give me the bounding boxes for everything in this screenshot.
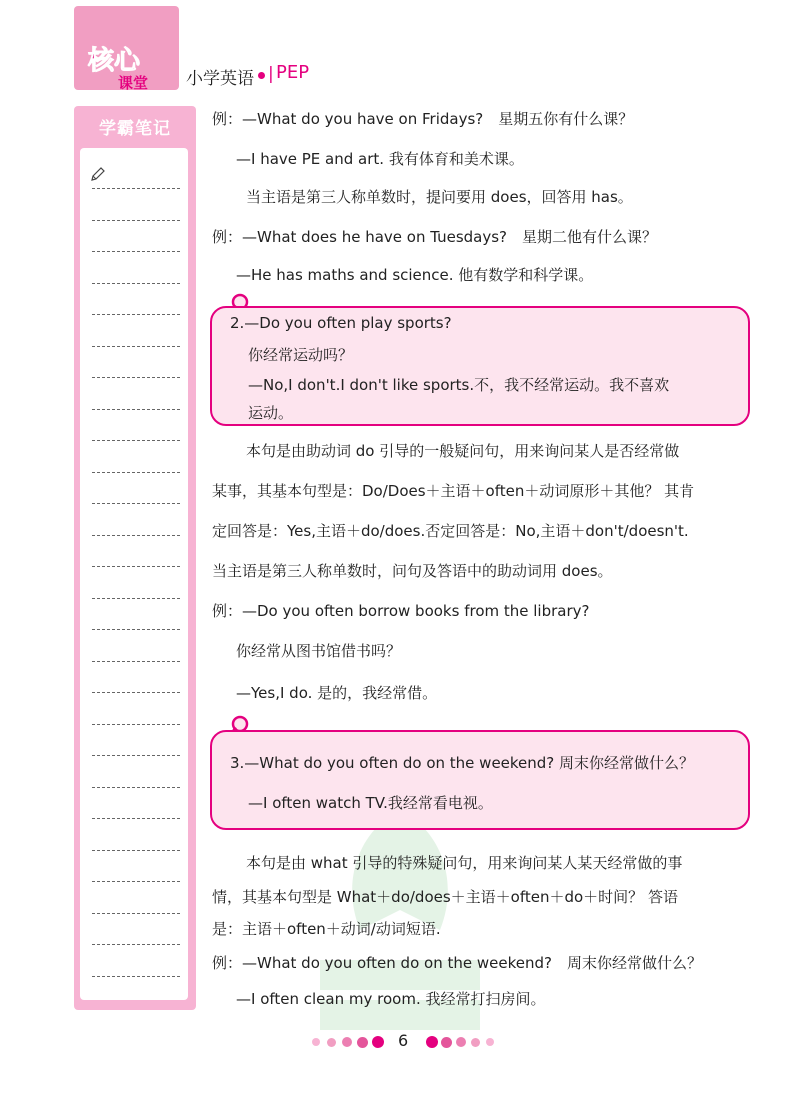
note-line [92,598,180,599]
example-line: —I often clean my room. 我经常打扫房间。 [236,990,546,1008]
key-sentence: 运动。 [248,404,294,422]
example-line: —I have PE and art. 我有体育和美术课。 [236,150,524,168]
header-subject: 小学英语 [186,69,254,89]
pencil-icon [90,166,106,182]
note-line [92,913,180,914]
example-line: 你经常从图书馆借书吗？ [236,642,402,660]
key-sentence: —I often watch TV.我经常看电视。 [248,794,493,812]
explanation-line: 某事，其基本句型是：Do/Does＋主语＋often＋动词原形＋其他？ 其肯 [212,482,695,500]
explanation-line: 是：主语＋often＋动词/动词短语. [212,920,441,938]
note-line [92,976,180,977]
note-line [92,850,180,851]
footer-dot [357,1037,368,1048]
explanation-line: 本句是由 what 引导的特殊疑问句，用来询问某人某天经常做的事 [246,854,683,872]
notes-sidebar [74,106,196,1010]
header-edition: PEP [276,62,310,83]
key-sentence: 3.—What do you often do on the weekend? 周末你经常做什么？ [230,754,695,772]
explanation-line: 定回答是：Yes,主语＋do/does.否定回答是：No,主语＋don't/doesn't. [212,522,689,540]
logo-sub-text: 课堂 [118,74,149,92]
key-sentence: 2.—Do you often play sports? [230,314,452,332]
notes-area [80,148,188,1000]
note-line [92,818,180,819]
footer-dot [426,1036,438,1048]
key-sentence: —No,I don't.I don't like sports.不，我不经常运动。我不喜欢 [248,376,670,394]
note-line [92,220,180,221]
example-line: 例：—What does he have on Tuesdays? 星期二他有什么课？ [212,228,658,246]
example-line: 例：—What do you often do on the weekend? 周末你经常做什么？ [212,954,702,972]
example-line: —He has maths and science. 他有数学和科学课。 [236,266,594,284]
note-line [92,661,180,662]
footer-dot [471,1038,480,1047]
footer-dot [441,1037,452,1048]
explanation-line: 当主语是第三人称单数时，问句及答语中的助动词用 does。 [212,562,613,580]
footer-dot [342,1037,352,1047]
note-line [92,944,180,945]
header-dot-icon [258,72,265,79]
header-separator: | [268,64,274,84]
note-line [92,629,180,630]
grammar-note: 当主语是第三人称单数时，提问要用 does，回答用 has。 [246,188,633,206]
explanation-line: 本句是由助动词 do 引导的一般疑问句，用来询问某人是否经常做 [246,442,680,460]
example-line: 例：—Do you often borrow books from the library? [212,602,590,620]
note-line [92,472,180,473]
footer-dot [456,1037,466,1047]
note-line [92,283,180,284]
logo-main-text: 核心 [88,46,141,76]
note-line [92,409,180,410]
footer-dot [312,1038,320,1046]
footer-dot [327,1038,336,1047]
explanation-line: 情，其基本句型是 What＋do/does＋主语＋often＋do＋时间？ 答语 [212,888,678,906]
sidebar-title: 学霸笔记 [99,119,171,139]
note-line [92,503,180,504]
note-line [92,377,180,378]
note-line [92,251,180,252]
note-line [92,346,180,347]
example-line: —Yes,I do. 是的，我经常借。 [236,684,438,702]
note-line [92,535,180,536]
note-line [92,566,180,567]
key-sentence-translation: 你经常运动吗？ [248,346,354,364]
note-line [92,755,180,756]
page-number: 6 [398,1031,409,1050]
footer-dot [372,1036,384,1048]
note-line [92,787,180,788]
note-line [92,314,180,315]
note-line [92,724,180,725]
key-sentence-box-3 [210,730,750,830]
note-line [92,440,180,441]
note-line [92,881,180,882]
example-line: 例：—What do you have on Fridays? 星期五你有什么课？ [212,110,634,128]
note-line [92,692,180,693]
note-line [92,188,180,189]
footer-dot [486,1038,494,1046]
